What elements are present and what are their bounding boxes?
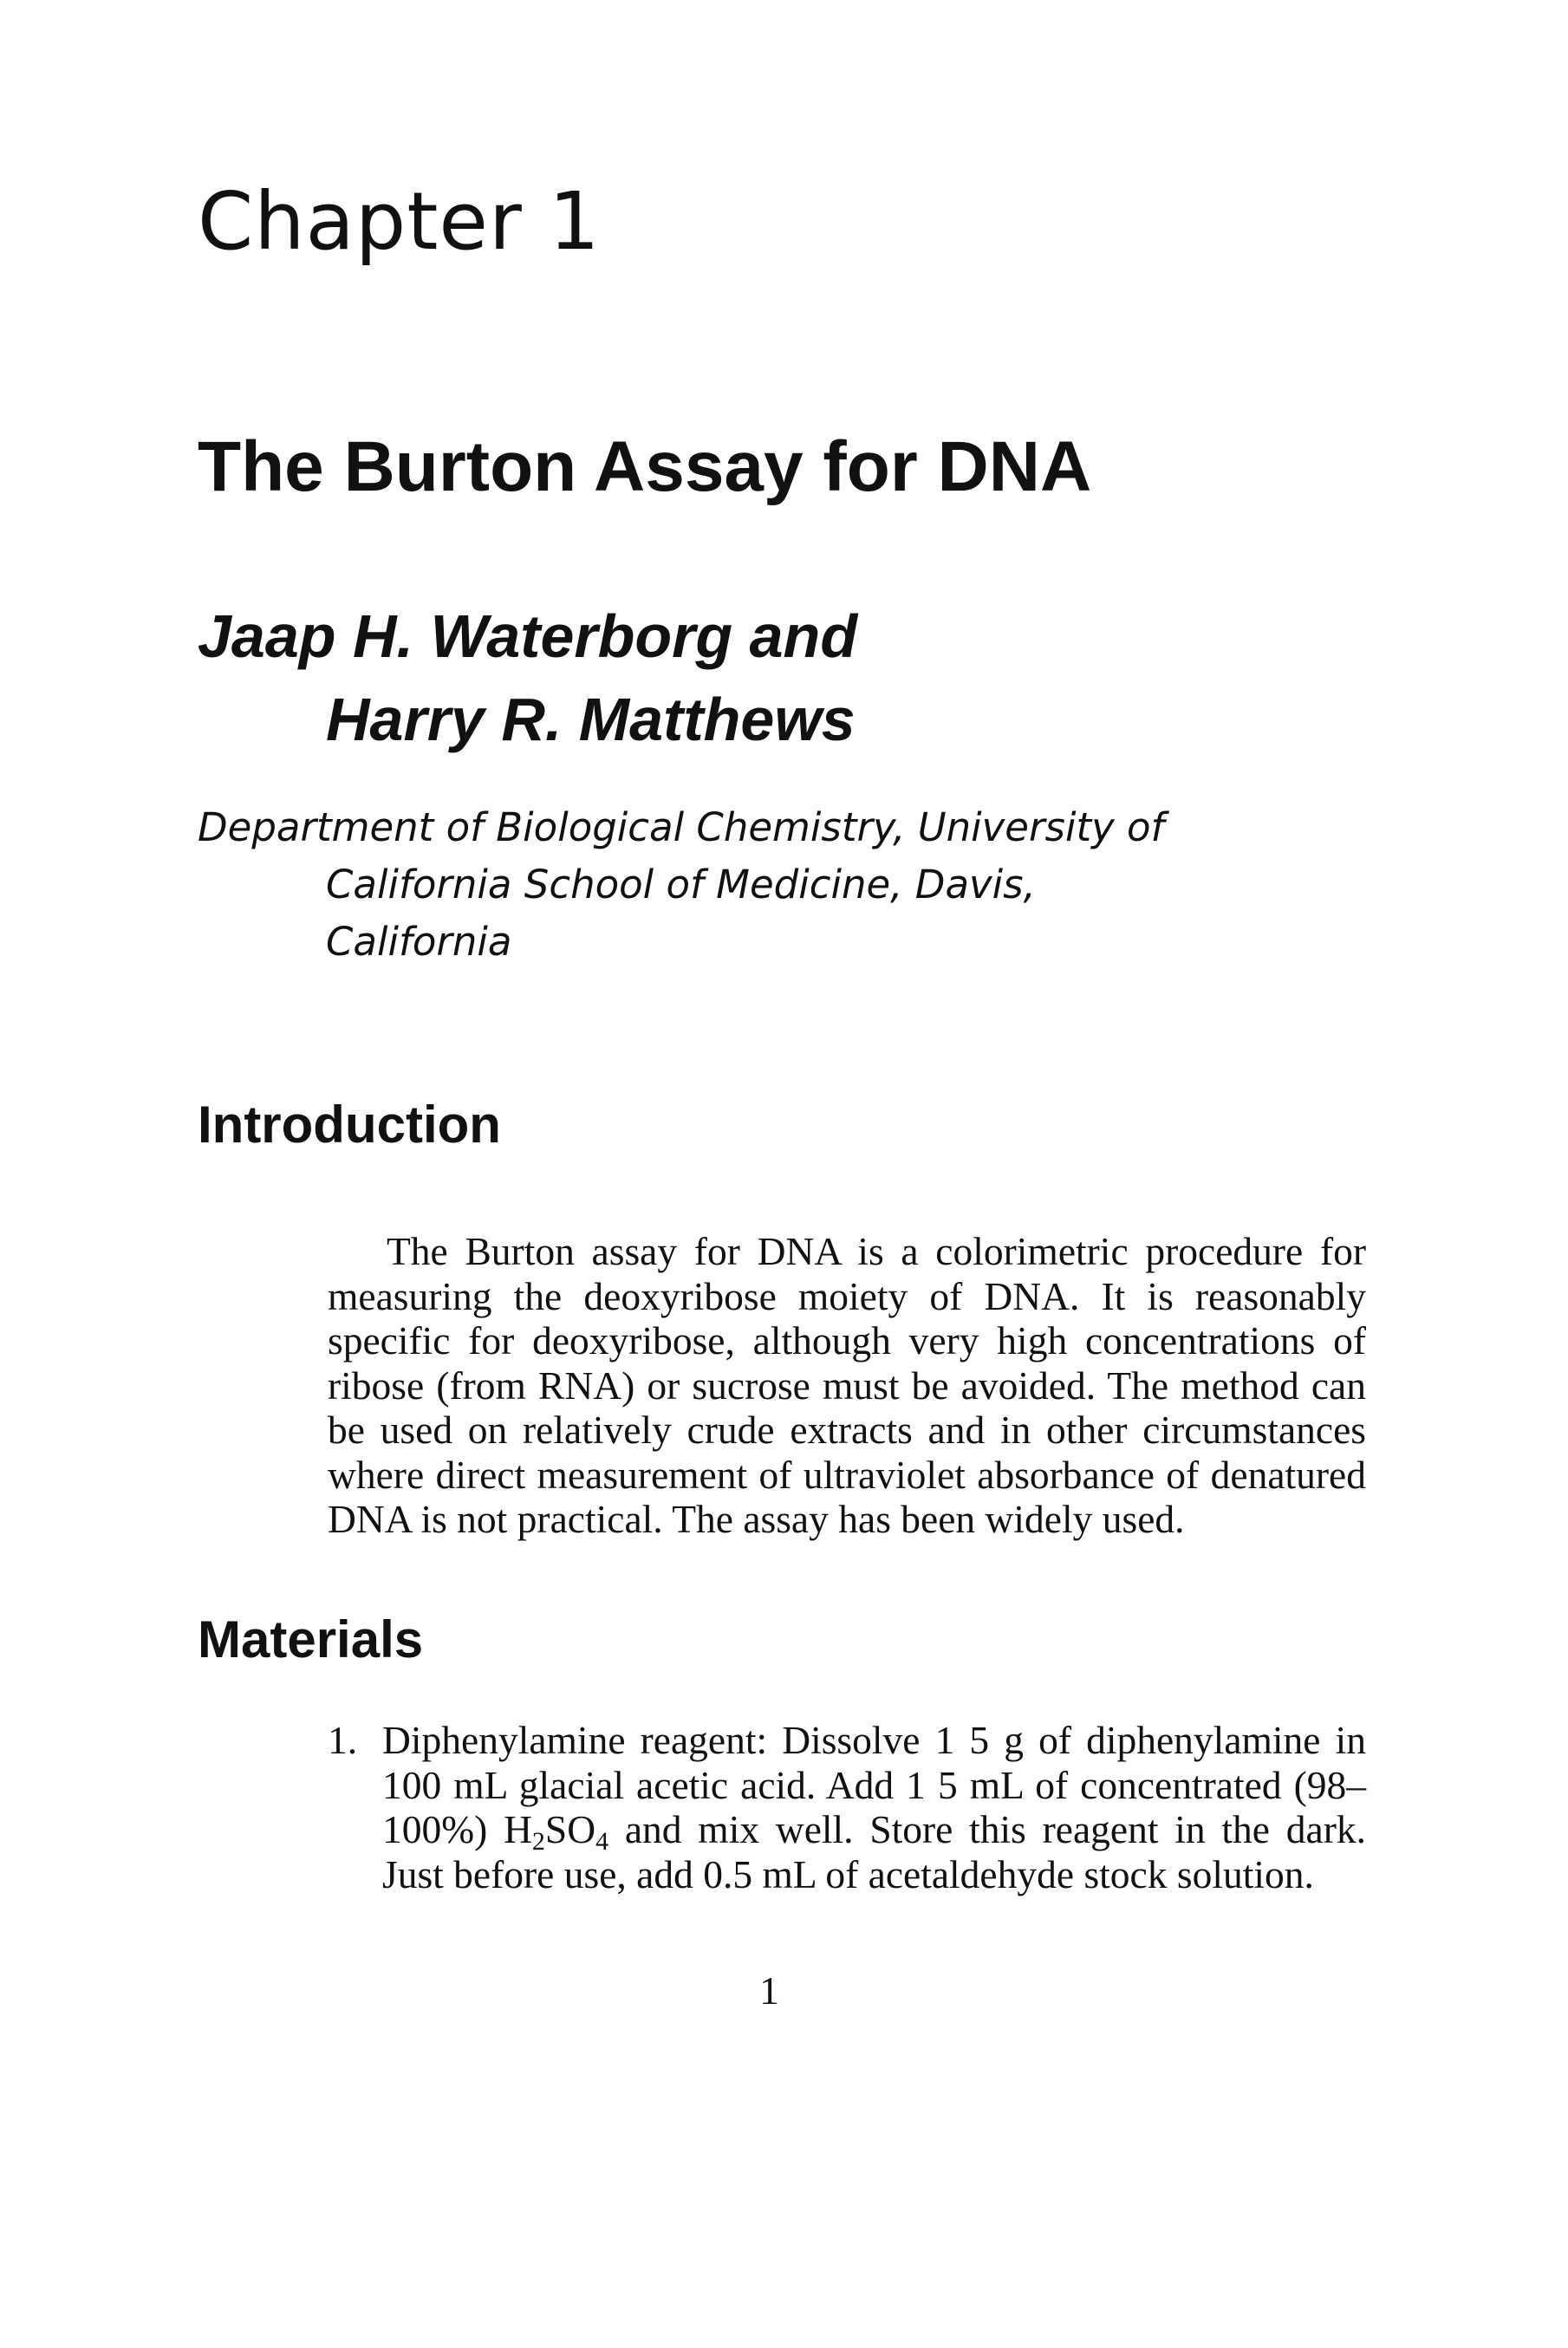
materials-heading: Materials	[198, 1610, 424, 1668]
introduction-heading: Introduction	[198, 1096, 501, 1154]
authors-line-2: Harry R. Matthews	[326, 686, 856, 753]
materials-item	[328, 1718, 1366, 1896]
subscript-4: 4	[595, 1827, 609, 1856]
affiliation-line-1: Department of Biological Chemistry, University of	[198, 804, 1165, 850]
subscript-2: 2	[531, 1827, 545, 1856]
materials-item-text	[382, 1718, 1366, 1896]
materials-item-number: 1.	[328, 1718, 358, 1762]
affiliation-line-3: California	[326, 919, 512, 965]
chapter-label: Chapter 1	[198, 175, 601, 268]
introduction-paragraph: The Burton assay for DNA is a colorimetric procedure for measuring the deoxyribose moiety of DNA. It is reasonably specific for deoxyribose, although very high concentrations of ribose (from RNA) or sucrose must be avoided. The method can be used on relatively crude extracts and in other circumstances where direct measurement of ultraviolet absorbance of denatured DNA is not practical. The assay has been widely used.	[328, 1229, 1366, 1541]
authors-line-1: Jaap H. Waterborg and	[198, 602, 858, 670]
item-text-part-2: SO	[544, 1807, 596, 1851]
page-number: 1	[759, 1968, 779, 2013]
authors	[198, 595, 857, 761]
affiliation	[198, 799, 1164, 971]
item-text-part-3: and mix well. Store this reagent in the dark. Just before use, add 0.5 mL of acetaldehyde stock solution.	[382, 1807, 1366, 1896]
item-text-part-1: Diphenylamine reagent: Dissolve 1 5 g of diphenylamine in 100 mL glacial acetic acid. Add 1 5 mL of concentrated (98–100%) H	[382, 1718, 1366, 1851]
affiliation-line-2: California School of Medicine, Davis,	[326, 862, 1036, 907]
article-title: The Burton Assay for DNA	[198, 427, 1092, 506]
